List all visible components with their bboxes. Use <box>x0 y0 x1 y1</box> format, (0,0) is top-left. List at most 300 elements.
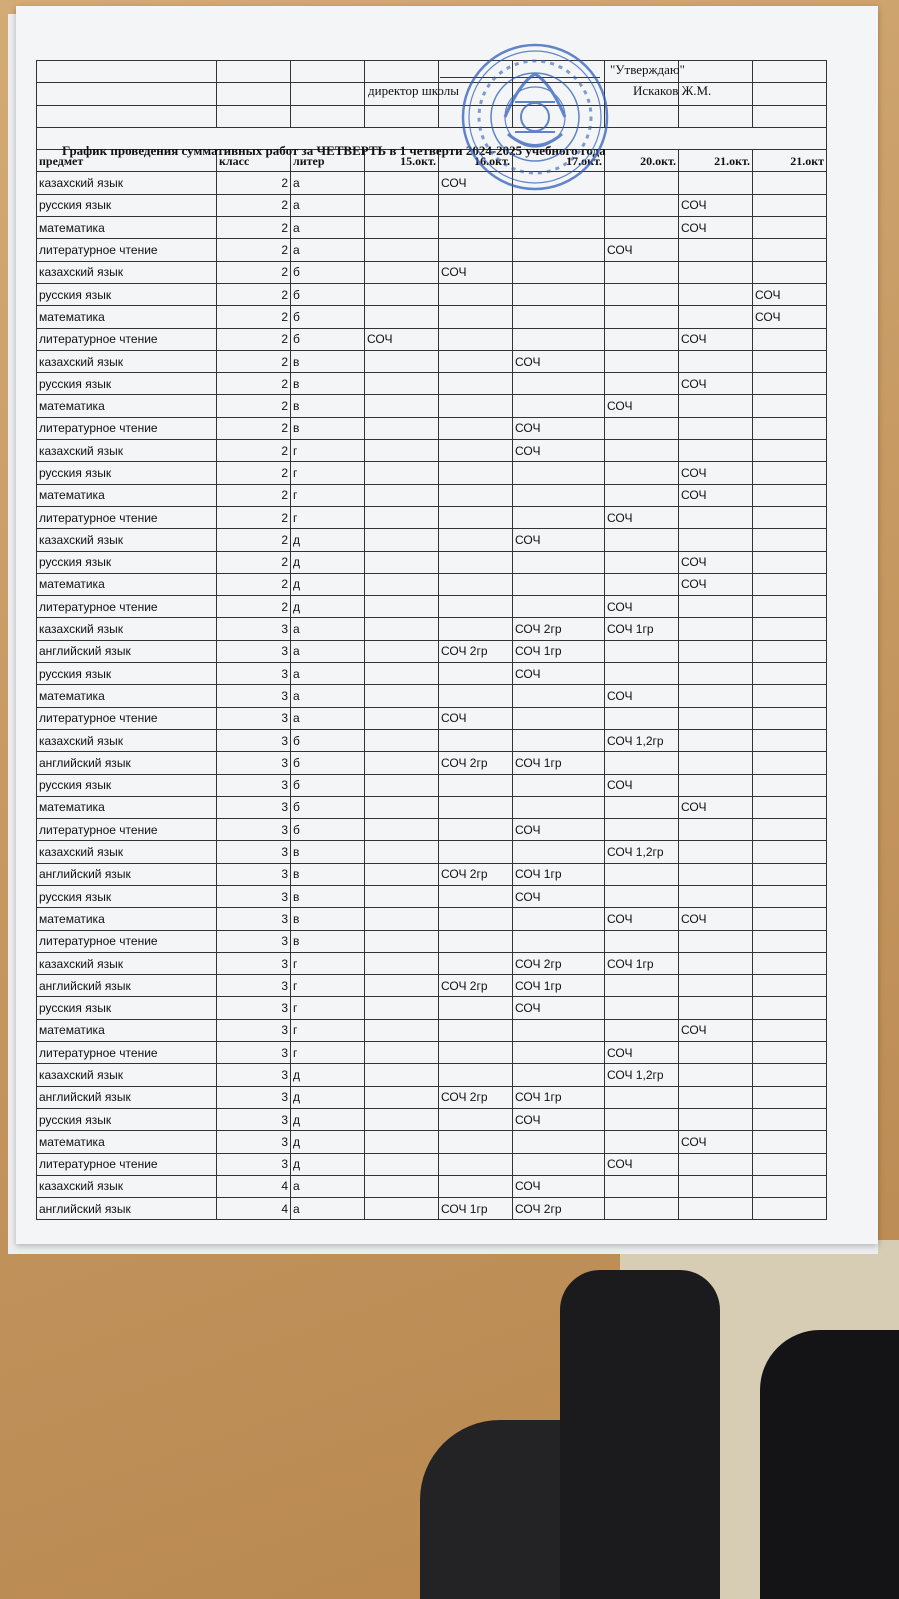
table-cell: СОЧ 2гр <box>439 975 513 997</box>
table-cell <box>439 1019 513 1041</box>
table-cell <box>513 596 605 618</box>
table-cell: б <box>291 729 365 751</box>
table-cell: д <box>291 1086 365 1108</box>
table-row <box>37 1042 827 1064</box>
table-row <box>37 1153 827 1175</box>
table-row <box>37 239 827 261</box>
table-row <box>37 551 827 573</box>
table-row <box>37 328 827 350</box>
table-cell <box>365 172 439 194</box>
table-cell: в <box>291 395 365 417</box>
table-cell: 2 <box>217 239 291 261</box>
table-cell <box>365 373 439 395</box>
table-cell <box>679 350 753 372</box>
table-row <box>37 774 827 796</box>
table-cell: литературное чтение <box>37 930 217 952</box>
table-cell <box>753 685 827 707</box>
table-cell: русския язык <box>37 551 217 573</box>
table-cell: в <box>291 863 365 885</box>
table-cell: СОЧ 1гр <box>439 1198 513 1220</box>
table-cell <box>439 1131 513 1153</box>
table-cell <box>753 217 827 239</box>
table-cell <box>365 997 439 1019</box>
table-cell <box>513 462 605 484</box>
table-cell: 2 <box>217 506 291 528</box>
table-cell <box>365 796 439 818</box>
table-cell: в <box>291 417 365 439</box>
table-cell: казахский язык <box>37 729 217 751</box>
table-cell <box>605 975 679 997</box>
table-cell <box>439 440 513 462</box>
table-cell: б <box>291 328 365 350</box>
table-cell <box>439 350 513 372</box>
table-cell: а <box>291 1198 365 1220</box>
table-cell <box>365 462 439 484</box>
table-cell <box>513 841 605 863</box>
table-cell <box>753 640 827 662</box>
table-row <box>37 306 827 328</box>
table-cell: а <box>291 239 365 261</box>
table-cell <box>679 417 753 439</box>
table-cell: г <box>291 506 365 528</box>
table-cell: СОЧ <box>753 306 827 328</box>
column-header: 17.окт. <box>513 150 605 172</box>
table-cell: русския язык <box>37 774 217 796</box>
table-cell: 2 <box>217 417 291 439</box>
table-row <box>37 506 827 528</box>
table-row <box>37 618 827 640</box>
table-row <box>37 1175 827 1197</box>
table-cell <box>513 239 605 261</box>
table-cell <box>439 908 513 930</box>
table-cell: 3 <box>217 640 291 662</box>
table-cell <box>679 729 753 751</box>
table-cell <box>365 596 439 618</box>
table-cell: д <box>291 573 365 595</box>
table-cell <box>605 328 679 350</box>
table-cell <box>605 640 679 662</box>
table-cell <box>439 484 513 506</box>
table-cell: 2 <box>217 350 291 372</box>
table-cell <box>513 506 605 528</box>
table-cell: СОЧ 1,2гр <box>605 1064 679 1086</box>
table-cell: русския язык <box>37 373 217 395</box>
table-cell: СОЧ 1,2гр <box>605 729 679 751</box>
shoe <box>760 1330 899 1599</box>
table-cell <box>605 217 679 239</box>
table-cell <box>513 373 605 395</box>
table-row <box>37 908 827 930</box>
table-cell <box>439 395 513 417</box>
table-cell <box>753 172 827 194</box>
table-cell <box>753 395 827 417</box>
table-cell <box>439 328 513 350</box>
column-header: 15.окт. <box>365 150 439 172</box>
table-cell <box>679 1175 753 1197</box>
table-cell <box>605 863 679 885</box>
table-row <box>37 194 827 216</box>
table-cell <box>365 395 439 417</box>
table-cell: 2 <box>217 484 291 506</box>
table-cell <box>753 194 827 216</box>
table-cell <box>679 685 753 707</box>
table-cell <box>365 863 439 885</box>
table-cell: 2 <box>217 529 291 551</box>
table-cell <box>679 306 753 328</box>
table-cell: СОЧ <box>513 1175 605 1197</box>
table-cell: СОЧ <box>439 707 513 729</box>
table-cell: б <box>291 752 365 774</box>
table-cell <box>679 752 753 774</box>
table-cell <box>365 952 439 974</box>
table-cell: СОЧ <box>679 194 753 216</box>
table-cell: математика <box>37 306 217 328</box>
table-cell <box>605 885 679 907</box>
table-row <box>37 707 827 729</box>
table-row <box>37 975 827 997</box>
table-cell: д <box>291 529 365 551</box>
director-label: директор школы <box>368 83 459 98</box>
table-cell: 3 <box>217 952 291 974</box>
table-cell <box>679 1198 753 1220</box>
table-cell: б <box>291 283 365 305</box>
table-cell <box>753 930 827 952</box>
table-cell: СОЧ <box>605 395 679 417</box>
table-row <box>37 796 827 818</box>
table-cell <box>365 685 439 707</box>
table-cell: 3 <box>217 1153 291 1175</box>
table-cell <box>513 908 605 930</box>
table-cell <box>365 1108 439 1130</box>
table-cell: СОЧ 1,2гр <box>605 841 679 863</box>
table-cell: СОЧ 2гр <box>439 1086 513 1108</box>
table-cell <box>365 306 439 328</box>
table-row <box>37 863 827 885</box>
table-cell: 3 <box>217 997 291 1019</box>
table-cell: 2 <box>217 217 291 239</box>
table-cell <box>365 506 439 528</box>
table-cell: СОЧ <box>513 997 605 1019</box>
table-cell: СОЧ <box>605 1042 679 1064</box>
table-cell <box>605 796 679 818</box>
table-cell: литературное чтение <box>37 707 217 729</box>
table-cell <box>753 1175 827 1197</box>
table-cell: а <box>291 217 365 239</box>
table-cell: в <box>291 930 365 952</box>
table-cell: СОЧ <box>605 908 679 930</box>
table-cell <box>753 328 827 350</box>
table-cell: СОЧ 1гр <box>513 863 605 885</box>
table-cell: д <box>291 1108 365 1130</box>
table-cell: СОЧ 2гр <box>439 640 513 662</box>
table-cell: 3 <box>217 819 291 841</box>
table-cell: а <box>291 640 365 662</box>
table-cell <box>753 774 827 796</box>
table-cell: г <box>291 440 365 462</box>
table-cell: математика <box>37 796 217 818</box>
table-cell <box>439 685 513 707</box>
table-row <box>37 462 827 484</box>
table-cell: СОЧ <box>679 908 753 930</box>
table-cell: а <box>291 707 365 729</box>
table-cell <box>365 217 439 239</box>
table-cell <box>365 1198 439 1220</box>
table-cell: в <box>291 908 365 930</box>
table-cell: СОЧ <box>513 440 605 462</box>
table-cell <box>513 261 605 283</box>
table-row <box>37 1198 827 1220</box>
column-header: 21.окт. <box>679 150 753 172</box>
table-cell: СОЧ <box>679 796 753 818</box>
table-cell <box>365 484 439 506</box>
column-header: литер <box>291 150 365 172</box>
table-cell: СОЧ <box>605 1153 679 1175</box>
table-cell <box>513 283 605 305</box>
table-cell: СОЧ <box>605 596 679 618</box>
table-cell <box>753 796 827 818</box>
table-cell: казахский язык <box>37 841 217 863</box>
table-cell: 2 <box>217 194 291 216</box>
table-cell <box>365 752 439 774</box>
table-row <box>37 1086 827 1108</box>
table-cell <box>679 618 753 640</box>
table-cell <box>605 261 679 283</box>
table-cell: а <box>291 172 365 194</box>
table-cell <box>753 908 827 930</box>
table-cell <box>753 863 827 885</box>
table-cell: русския язык <box>37 997 217 1019</box>
table-body <box>37 172 827 1220</box>
table-cell <box>365 1019 439 1041</box>
table-cell <box>365 239 439 261</box>
table-row <box>37 529 827 551</box>
table-row <box>37 729 827 751</box>
table-cell <box>605 306 679 328</box>
table-cell <box>439 997 513 1019</box>
table-cell <box>679 395 753 417</box>
table-cell: СОЧ <box>679 373 753 395</box>
table-cell: русския язык <box>37 885 217 907</box>
table-row <box>37 997 827 1019</box>
table-cell <box>753 752 827 774</box>
table-cell: 3 <box>217 908 291 930</box>
table-cell: г <box>291 484 365 506</box>
table-row <box>37 1108 827 1130</box>
table-cell <box>679 283 753 305</box>
table-cell: СОЧ 1гр <box>513 640 605 662</box>
table-cell: СОЧ <box>679 1131 753 1153</box>
table-cell: математика <box>37 573 217 595</box>
table-cell <box>439 819 513 841</box>
table-cell: г <box>291 952 365 974</box>
table-cell <box>365 350 439 372</box>
table-cell: 2 <box>217 395 291 417</box>
table-cell <box>605 663 679 685</box>
table-row <box>37 596 827 618</box>
table-cell: СОЧ 1гр <box>513 975 605 997</box>
table-cell <box>605 1108 679 1130</box>
table-cell: казахский язык <box>37 529 217 551</box>
table-cell: д <box>291 551 365 573</box>
table-cell <box>753 1131 827 1153</box>
table-cell: 3 <box>217 774 291 796</box>
table-cell <box>365 417 439 439</box>
table-row <box>37 685 827 707</box>
table-cell <box>753 596 827 618</box>
table-cell <box>513 1042 605 1064</box>
column-header: 20.окт. <box>605 150 679 172</box>
table-cell <box>753 997 827 1019</box>
table-cell: г <box>291 462 365 484</box>
table-row <box>37 663 827 685</box>
table-cell <box>439 283 513 305</box>
table-cell <box>753 819 827 841</box>
table-cell <box>605 350 679 372</box>
table-cell <box>513 484 605 506</box>
table-cell: 3 <box>217 752 291 774</box>
table-cell <box>365 1086 439 1108</box>
table-cell: русския язык <box>37 663 217 685</box>
table-cell <box>365 440 439 462</box>
table-cell <box>439 306 513 328</box>
table-cell <box>753 841 827 863</box>
table-cell <box>513 685 605 707</box>
table-cell <box>439 930 513 952</box>
table-cell: казахский язык <box>37 350 217 372</box>
table-cell <box>605 573 679 595</box>
table-row <box>37 640 827 662</box>
table-row <box>37 395 827 417</box>
table-cell: СОЧ 1гр <box>513 752 605 774</box>
table-cell: казахский язык <box>37 952 217 974</box>
table-cell: 3 <box>217 841 291 863</box>
table-cell <box>439 1042 513 1064</box>
table-cell: английский язык <box>37 975 217 997</box>
table-cell: СОЧ <box>513 819 605 841</box>
table-cell <box>605 1198 679 1220</box>
table-cell <box>605 484 679 506</box>
table-cell: 2 <box>217 596 291 618</box>
table-cell <box>605 373 679 395</box>
schedule-table <box>36 60 827 1220</box>
table-cell <box>753 373 827 395</box>
table-cell: д <box>291 1131 365 1153</box>
table-row <box>37 952 827 974</box>
table-cell <box>439 796 513 818</box>
table-cell: математика <box>37 484 217 506</box>
table-cell: СОЧ <box>679 551 753 573</box>
table-cell <box>365 618 439 640</box>
table-cell <box>679 440 753 462</box>
table-cell <box>679 261 753 283</box>
table-cell: СОЧ <box>679 573 753 595</box>
table-cell: русския язык <box>37 283 217 305</box>
table-cell <box>679 529 753 551</box>
table-cell: английский язык <box>37 752 217 774</box>
table-cell <box>679 506 753 528</box>
table-cell <box>365 261 439 283</box>
table-cell <box>439 1175 513 1197</box>
table-cell: СОЧ 2гр <box>439 863 513 885</box>
table-cell <box>365 640 439 662</box>
table-row <box>37 417 827 439</box>
table-cell <box>679 1108 753 1130</box>
table-cell <box>753 1064 827 1086</box>
table-cell: 3 <box>217 1108 291 1130</box>
table-row <box>37 484 827 506</box>
table-cell <box>679 707 753 729</box>
table-cell <box>439 417 513 439</box>
table-cell: в <box>291 841 365 863</box>
table-cell <box>753 663 827 685</box>
table-cell: 2 <box>217 172 291 194</box>
table-cell: г <box>291 975 365 997</box>
table-cell <box>365 573 439 595</box>
table-cell <box>439 952 513 974</box>
table-cell <box>605 417 679 439</box>
table-cell: 4 <box>217 1175 291 1197</box>
table-cell: СОЧ <box>513 417 605 439</box>
table-cell <box>513 1131 605 1153</box>
table-cell <box>513 1064 605 1086</box>
table-cell: английский язык <box>37 1198 217 1220</box>
table-cell: СОЧ 1гр <box>513 1086 605 1108</box>
table-cell <box>753 618 827 640</box>
table-cell <box>753 573 827 595</box>
table-cell: 3 <box>217 796 291 818</box>
table-cell <box>513 194 605 216</box>
table-cell <box>365 1153 439 1175</box>
school-seal-stamp <box>460 42 610 192</box>
table-row <box>37 841 827 863</box>
table-cell: математика <box>37 217 217 239</box>
table-cell: казахский язык <box>37 1064 217 1086</box>
table-row <box>37 440 827 462</box>
table-cell: 3 <box>217 930 291 952</box>
table-row <box>37 350 827 372</box>
table-cell <box>753 885 827 907</box>
table-cell <box>605 1019 679 1041</box>
table-cell: 3 <box>217 1086 291 1108</box>
table-cell <box>439 462 513 484</box>
table-cell: а <box>291 685 365 707</box>
table-row <box>37 930 827 952</box>
table-row <box>37 885 827 907</box>
table-cell <box>439 551 513 573</box>
table-cell <box>753 952 827 974</box>
table-cell <box>439 885 513 907</box>
table-cell: б <box>291 306 365 328</box>
table-cell: д <box>291 1153 365 1175</box>
table-cell: а <box>291 194 365 216</box>
table-cell: СОЧ <box>605 774 679 796</box>
table-cell <box>605 283 679 305</box>
table-cell <box>365 194 439 216</box>
table-cell <box>679 1086 753 1108</box>
table-cell <box>365 1064 439 1086</box>
table-cell: б <box>291 819 365 841</box>
table-row <box>37 172 827 194</box>
table-cell <box>753 484 827 506</box>
table-cell: 2 <box>217 261 291 283</box>
table-cell: 3 <box>217 663 291 685</box>
table-row <box>37 1064 827 1086</box>
table-cell <box>365 729 439 751</box>
table-cell: СОЧ 1гр <box>605 952 679 974</box>
table-cell: СОЧ <box>439 172 513 194</box>
table-cell: литературное чтение <box>37 239 217 261</box>
table-row <box>37 752 827 774</box>
